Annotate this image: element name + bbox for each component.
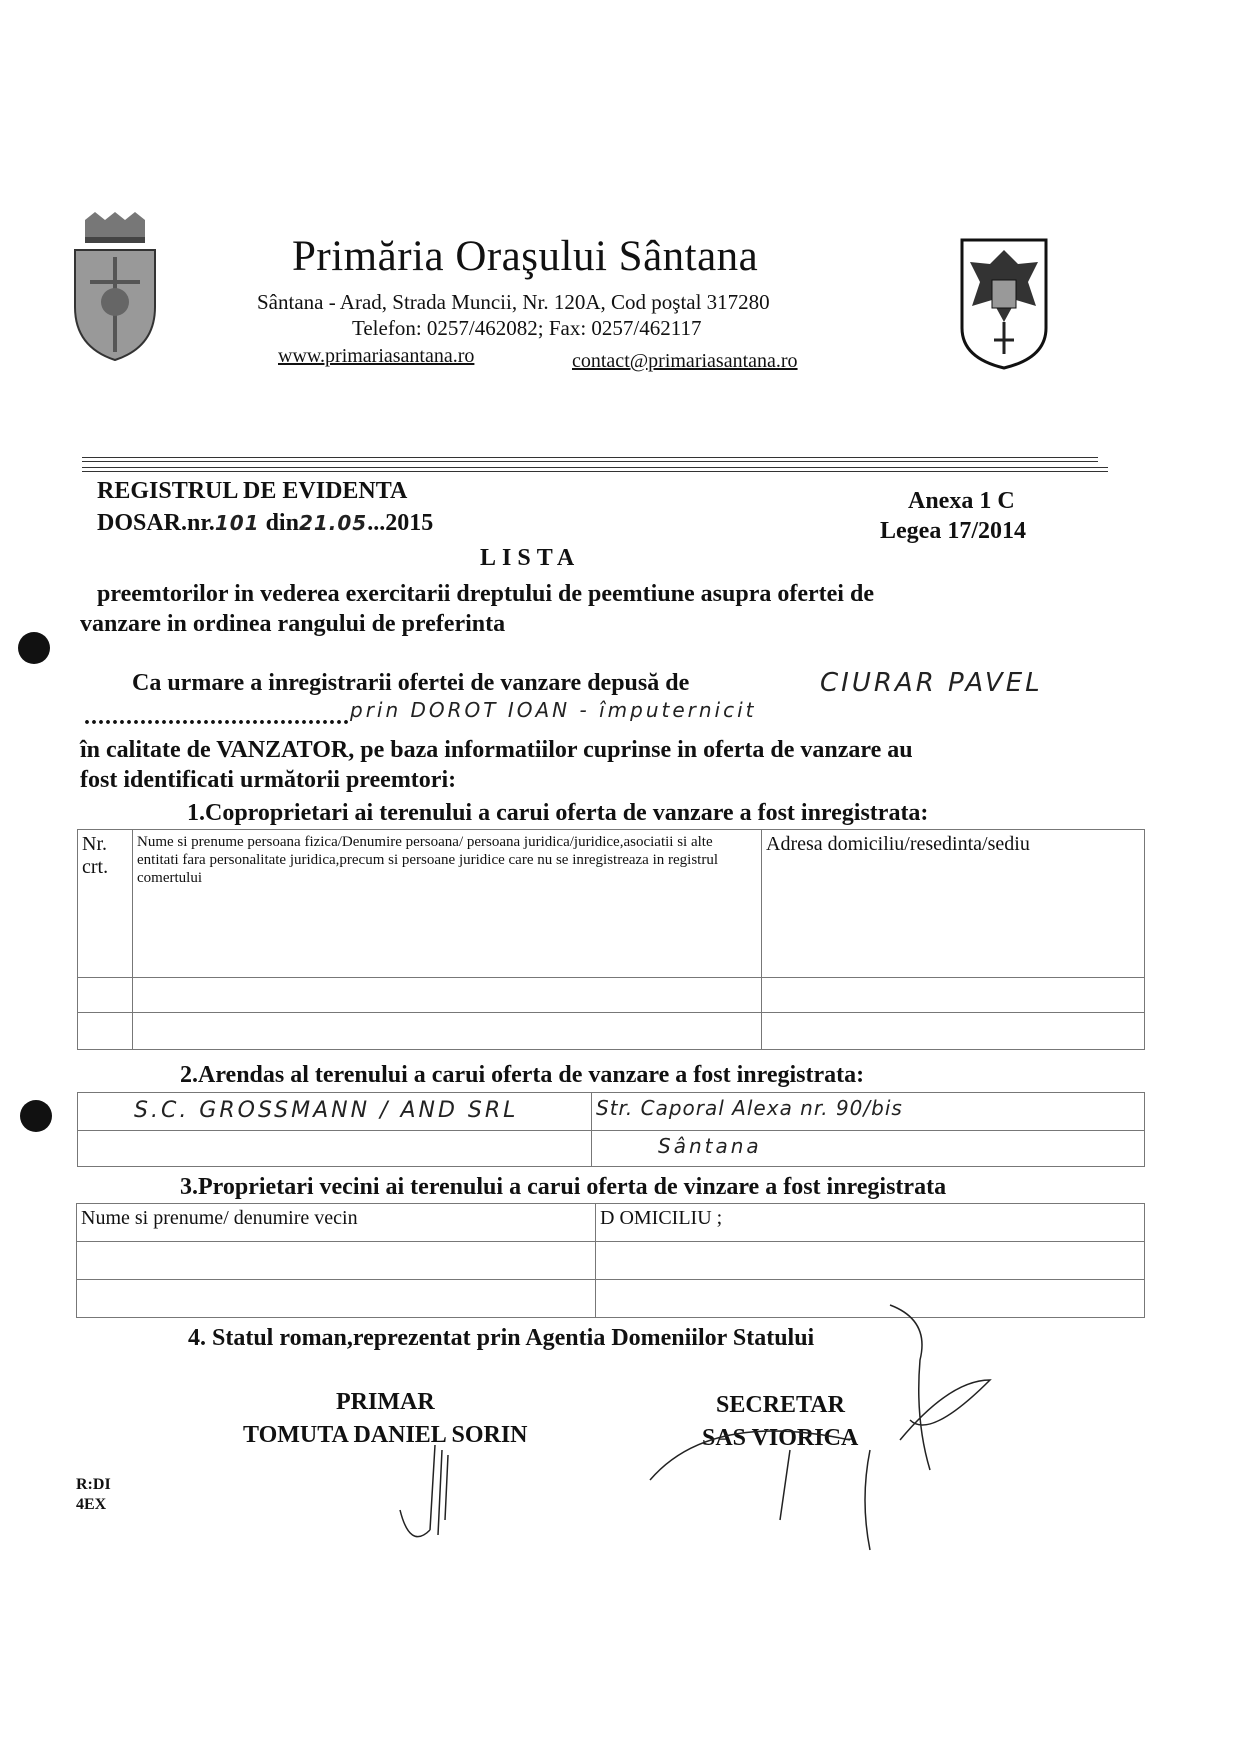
registry-title: REGISTRUL DE EVIDENTA bbox=[97, 478, 408, 504]
secretary-role: SECRETAR bbox=[716, 1392, 845, 1418]
institution-email-link[interactable]: contact@primariasantana.ro bbox=[572, 350, 798, 372]
offer-line-3: în calitate de VANZATOR, pe baza informatiilor cuprinse in oferta de vanzare au bbox=[80, 737, 913, 763]
footer-ref: R:DI bbox=[76, 1476, 111, 1493]
dosar-prefix: DOSAR.nr. bbox=[97, 510, 215, 536]
table-cell bbox=[133, 978, 762, 1013]
romania-coat-of-arms-icon bbox=[958, 236, 1050, 370]
table-cell bbox=[77, 1280, 596, 1318]
secretary-signature-icon bbox=[630, 1300, 1010, 1560]
institution-phone-fax: Telefon: 0257/462082; Fax: 0257/462117 bbox=[352, 316, 702, 340]
table-cell bbox=[762, 978, 1145, 1013]
intro-line-1: preemtorilor in vederea exercitarii dreptului de peemtiune asupra ofertei de bbox=[97, 581, 874, 607]
table-cell bbox=[78, 1131, 592, 1167]
tenant-name-cell bbox=[78, 1093, 592, 1131]
footer-copies: 4EX bbox=[76, 1496, 107, 1513]
table-cell bbox=[77, 1242, 596, 1280]
table-cell bbox=[78, 1013, 133, 1050]
secretary-name: SAS VIORICA bbox=[702, 1425, 859, 1451]
dosar-year: ...2015 bbox=[367, 510, 434, 536]
table-cell bbox=[762, 1013, 1145, 1050]
offer-line-4: fost identificati următorii preemtori: bbox=[80, 767, 457, 793]
lista-title: LISTA bbox=[480, 545, 581, 571]
offer-text: Ca urmare a inregistrarii ofertei de vanzare depusă de bbox=[132, 670, 690, 696]
tenant-table bbox=[77, 1092, 1145, 1167]
tenant-address-cell-2 bbox=[592, 1131, 1145, 1167]
col-address-header: Adresa domiciliu/resedinta/sediu bbox=[762, 830, 1145, 978]
punch-hole-bottom bbox=[20, 1100, 52, 1132]
offer-dots: ...................................... bbox=[84, 704, 350, 730]
institution-address: Sântana - Arad, Strada Muncii, Nr. 120A, Cod poştal 317280 bbox=[257, 290, 770, 314]
tenant-city-handwritten: Sântana bbox=[658, 1134, 762, 1158]
tenant-address-handwritten: Str. Caporal Alexa nr. 90/bis bbox=[596, 1096, 903, 1120]
dosar-number: 101 bbox=[214, 511, 260, 535]
institution-title: Primăria Oraşului Sântana bbox=[292, 233, 759, 280]
section-2-title: 2.Arendas al terenului a carui oferta de vanzare a fost inregistrata: bbox=[180, 1062, 865, 1088]
table-cell bbox=[596, 1242, 1145, 1280]
col-name-header: Nume si prenume persoana fizica/Denumire persoana/ persoana juridica/juridice,asociatii si alte entitati fara personalitate juridica,precum si persoane juridice care nu se inregistreaza in registrul comertului bbox=[133, 830, 762, 978]
institution-website-link[interactable]: www.primariasantana.ro bbox=[278, 345, 475, 367]
header-separator-bottom bbox=[82, 467, 1108, 472]
law-label: Legea 17/2014 bbox=[880, 518, 1026, 544]
mayor-name: TOMUTA DANIEL SORIN bbox=[243, 1422, 528, 1448]
intro-line-2: vanzare in ordinea rangului de preferinta bbox=[80, 611, 506, 637]
coowners-table bbox=[77, 829, 1145, 1050]
dosar-din: din bbox=[265, 510, 299, 536]
col-neighbor-address-header: D OMICILIU ; bbox=[596, 1204, 1145, 1242]
section-1-title: 1.Coproprietari ai terenului a carui oferta de vanzare a fost inregistrata: bbox=[187, 800, 929, 826]
annex-label: Anexa 1 C bbox=[908, 488, 1015, 514]
seller-name-handwritten: CIURAR PAVEL bbox=[820, 668, 1043, 698]
section-4-title: 4. Statul roman,reprezentat prin Agentia Domeniilor Statului bbox=[188, 1325, 815, 1351]
tenant-address-cell bbox=[592, 1093, 1145, 1131]
section-3-title: 3.Proprietari vecini ai terenului a carui oferta de vinzare a fost inregistrata bbox=[180, 1174, 947, 1200]
seller-proxy-handwritten: prin DOROT IOAN - împuternicit bbox=[350, 698, 757, 722]
mayor-signature-icon bbox=[390, 1440, 500, 1560]
punch-hole-top bbox=[18, 632, 50, 664]
city-coat-of-arms-icon bbox=[70, 212, 160, 362]
dosar-line bbox=[97, 510, 433, 537]
table-cell bbox=[78, 978, 133, 1013]
header-separator-top bbox=[82, 457, 1098, 462]
mayor-role: PRIMAR bbox=[336, 1389, 435, 1415]
table-cell bbox=[133, 1013, 762, 1050]
col-nr-header: Nr. crt. bbox=[78, 830, 133, 978]
tenant-name-handwritten: S.C. GROSSMANN / AND SRL bbox=[134, 1098, 519, 1123]
col-neighbor-name-header: Nume si prenume/ denumire vecin bbox=[77, 1204, 596, 1242]
dosar-date: 21.05 bbox=[298, 511, 368, 535]
